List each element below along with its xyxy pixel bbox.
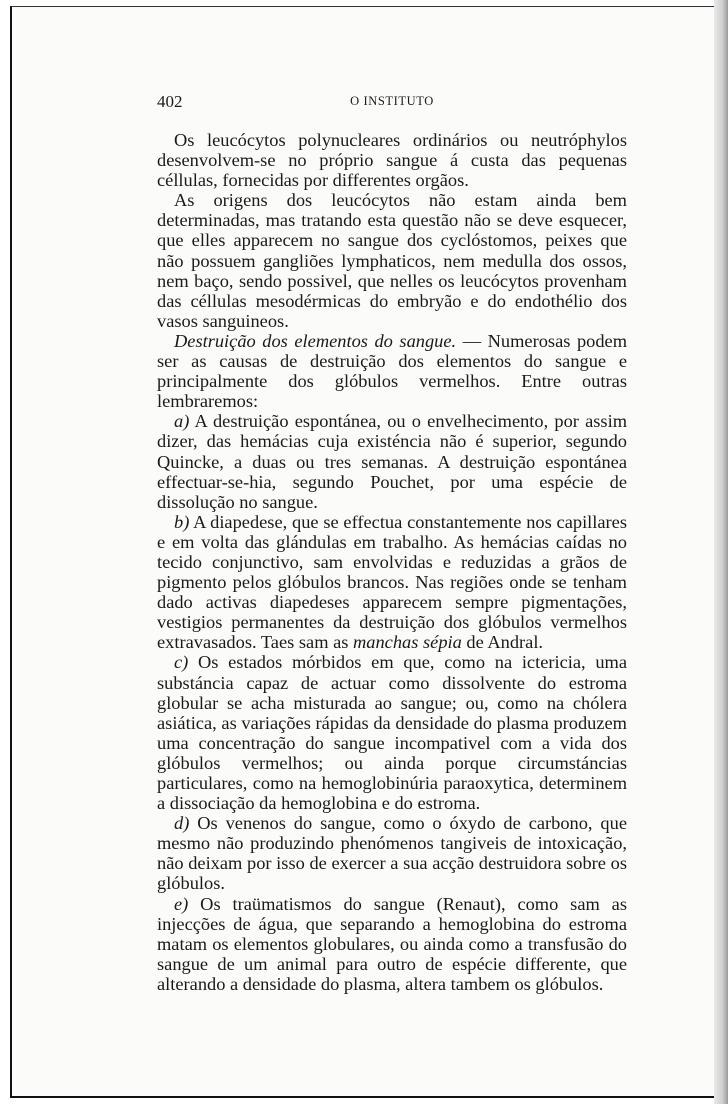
page-number: 402 [157, 92, 183, 111]
paragraph-leucocytes-determination [157, 190, 627, 331]
list-item-text: A diapedese, que se effectua constantemente nos capillares e em volta das glándulas em trabalho. As hemácias caídas no tecido conjunctivo, sam envolvidas e reduzidas a grãos de pigmento pelos glóbulos brancos. Nas regiões onde se tenham dado activas diapedeses apparecem sempre pigmentações, vestigios permanentes da destruição dos glóbulos vermelhos extravasados. Taes sam as [157, 511, 627, 653]
body-text [157, 130, 627, 994]
list-item-text: Os estados mórbidos em que, como na ictericia, uma substáncia capaz de actuar como dissolvente do estroma globular se acha misturada ao sangue; ou, como na chólera asiática, as variações rápidas da densidade do plasma produzem uma concentração do sangue incompativel com a vida dos glóbulos vermelhos; ou ainda porque circumstáncias particulares, como na hemoglobinúria paraoxytica, determinem a dissociação da hemoglobina e do estroma. [157, 652, 627, 814]
page-header [157, 92, 627, 116]
paragraph-text: — Numerosas podem ser as causas de destruição dos elementos do sangue e principalmente dos glóbulos vermelhos. Entre outras lembraremos: [157, 330, 627, 412]
list-item-e [157, 894, 627, 994]
list-label: c) [174, 652, 189, 673]
list-label: e) [174, 893, 189, 914]
running-title: O INSTITUTO [350, 94, 434, 108]
italic-term: manchas sépia [353, 632, 462, 653]
list-item-d [157, 813, 627, 893]
list-item-b [157, 512, 627, 653]
list-item-text: Os traümatismos do sangue (Renaut), como sam as injecções de água, que separando a hemoglobina do estroma matam os elementos globulares, ou ainda como a transfusão do sangue de um animal para outro de espécie differente, que alterando a densidade do plasma, altera tambem os glóbulos. [157, 893, 627, 994]
list-item-c [157, 652, 627, 813]
section-heading: Destruição dos elementos do sangue. [174, 330, 457, 351]
paragraph-leucocytes-origin [157, 130, 627, 190]
list-item-a [157, 411, 627, 511]
list-label: b) [174, 511, 190, 532]
paragraph-text: As origens dos leucócytos não estam ainda bem determinadas, mas tratando esta questão não se deve esquecer, que elles apparecem no sangue dos cyclóstomos, peixes que não possuem gangliões lymphaticos, nem medulla dos ossos, nem baço, sendo possivel, que nelles os leucócytos provenham das céllulas mesodérmicas do embryão e do endothélio dos vasos sanguineos. [157, 190, 627, 331]
list-item-text: de Andral. [461, 632, 544, 653]
paragraph-destruction-intro [157, 331, 627, 411]
list-label: d) [174, 813, 190, 834]
list-item-text: Os venenos do sangue, como o óxydo de carbono, que mesmo não produzindo phenómenos tangiveis de intoxicação, não deixam por isso de exercer a sua acção destruidora sobre os glóbulos. [157, 813, 627, 894]
list-label: a) [174, 411, 190, 432]
scan-edge-shadow [714, 0, 728, 1104]
paragraph-text: Os leucócytos polynucleares ordinários ou neutróphylos desenvolvem-se no próprio sangue á custa das pequenas céllulas, fornecidas por differentes orgãos. [157, 130, 627, 191]
book-page [157, 92, 627, 994]
list-item-text: A destruição espontánea, ou o envelhecimento, por assim dizer, das hemácias cuja existéncia não é superior, segundo Quincke, a duas ou tres semanas. A destruição espontánea effectuar-se-hia, segundo Pouchet, por uma espécie de dissolução no sangue. [157, 411, 627, 512]
